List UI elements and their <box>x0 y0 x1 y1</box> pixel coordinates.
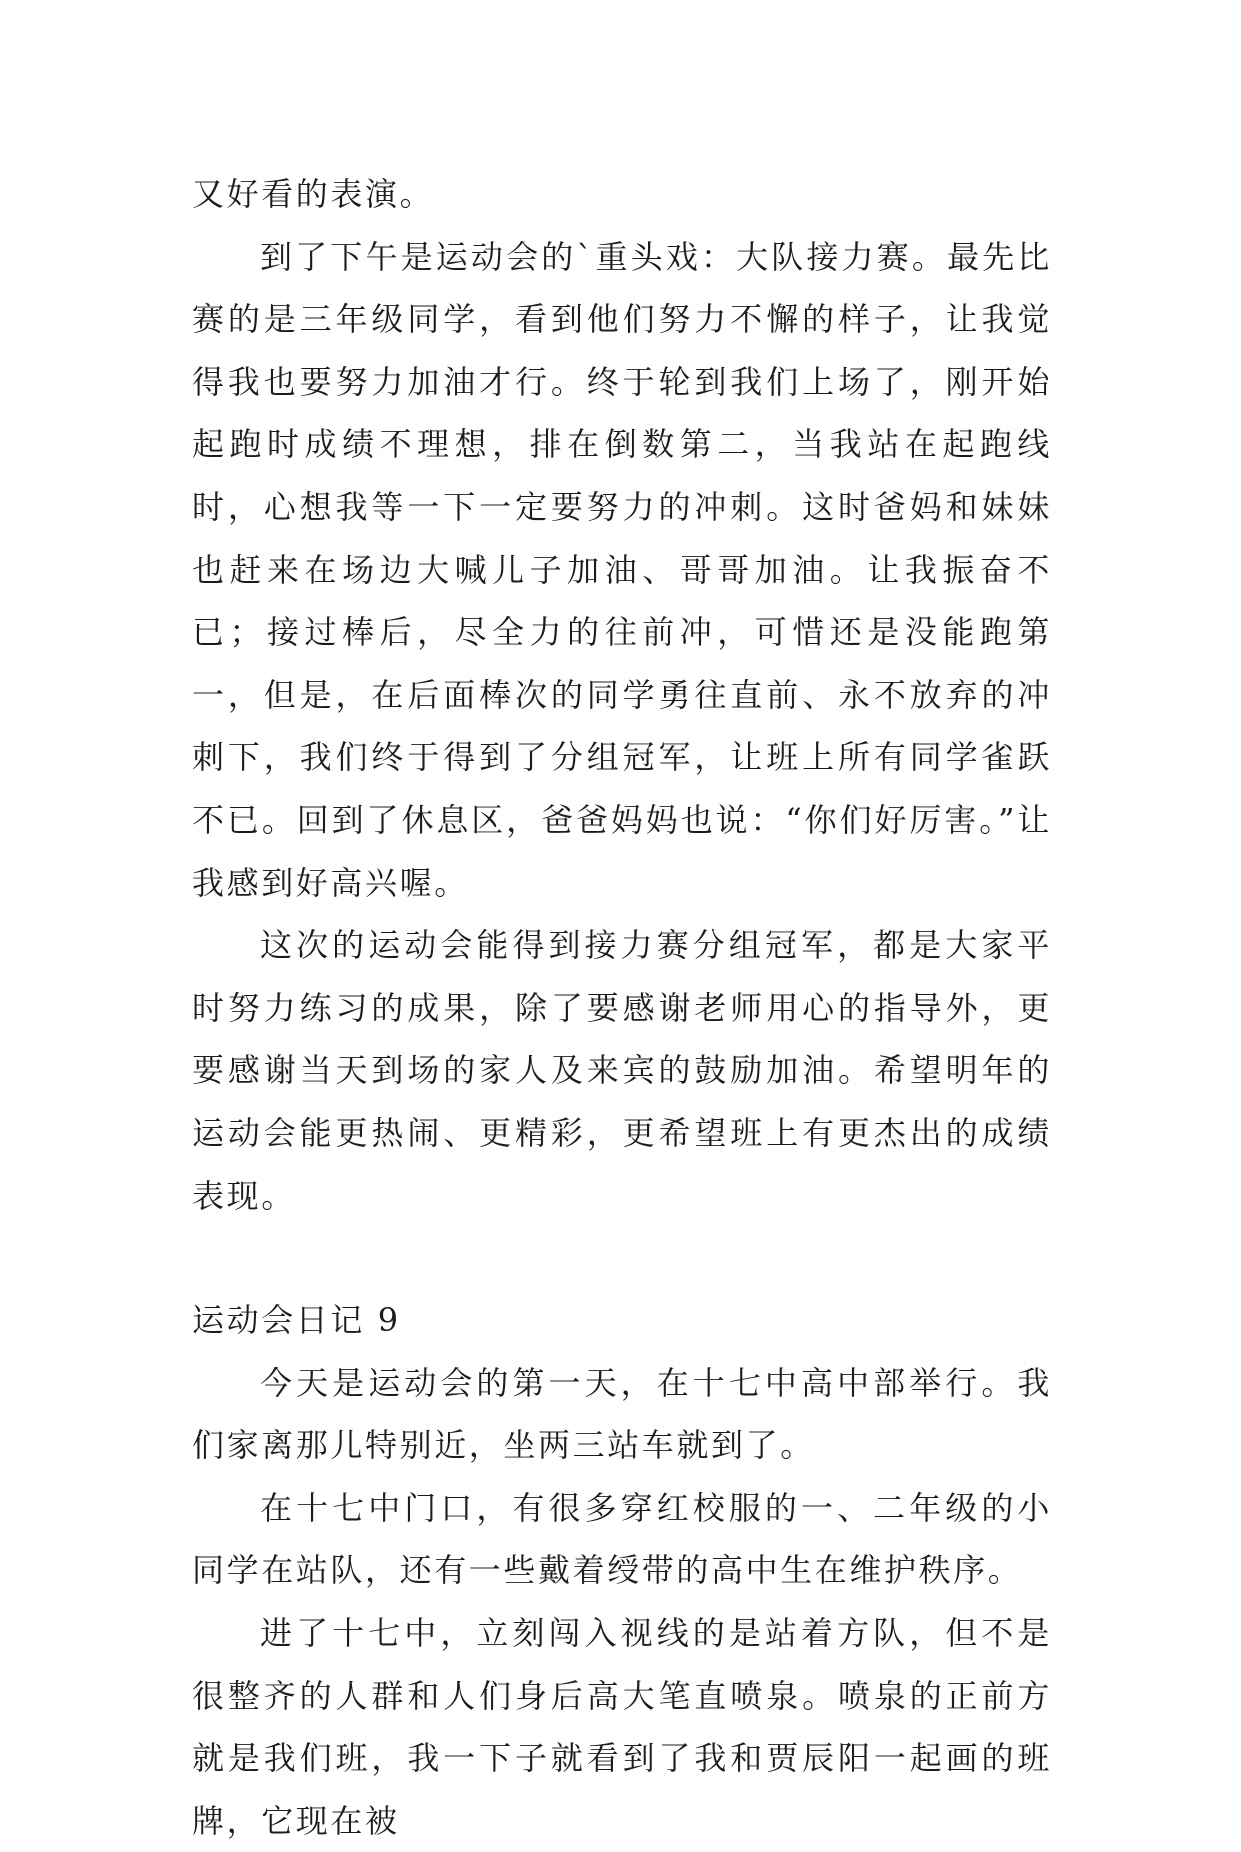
paragraph-fountain: 进了十七中，立刻闯入视线的是站着方队，但不是很整齐的人群和人们身后高大笔直喷泉。喷泉的正前方就是我们班，我一下子就看到了我和贾辰阳一起画的班牌，它现在被 <box>192 1614 1052 1840</box>
paragraph-school-gate: 在十七中门口，有很多穿红校服的一、二年级的小同学在站队，还有一些戴着绶带的高中生在维护秩序。 <box>192 1488 1052 1590</box>
paragraph-relay-race: 到了下午是运动会的`重头戏：大队接力赛。最先比赛的是三年级同学，看到他们努力不懈的样子，让我觉得我也要努力加油才行。终于轮到我们上场了，刚开始起跑时成绩不理想，排在倒数第二，当我站在起跑线时，心想我等一下一定要努力的冲刺。这时爸妈和妹妹也赶来在场边大喊儿子加油、哥哥加油。让我振奋不已；接过棒后，尽全力的往前冲，可惜还是没能跑第一，但是，在后面棒次的同学勇往直前、永不放弃的冲刺下，我们终于得到了分组冠军，让班上所有同学雀跃不已。回到了休息区，爸爸妈妈也说：“你们好厉害。”让我感到好高兴喔。 <box>192 237 1052 902</box>
paragraph-first-day: 今天是运动会的第一天，在十七中高中部举行。我们家离那儿特别近，坐两三站车就到了。 <box>192 1363 1052 1465</box>
paragraph-continuation: 又好看的表演。 <box>192 175 435 213</box>
document-body <box>192 163 1052 1852</box>
paragraph-conclusion: 这次的运动会能得到接力赛分组冠军，都是大家平时努力练习的成果，除了要感谢老师用心的指导外，更要感谢当天到场的家人及来宾的鼓励加油。希望明年的运动会能更热闹、更精彩，更希望班上有更杰出的成绩表现。 <box>192 926 1052 1215</box>
section-title: 运动会日记 9 <box>192 1301 401 1340</box>
